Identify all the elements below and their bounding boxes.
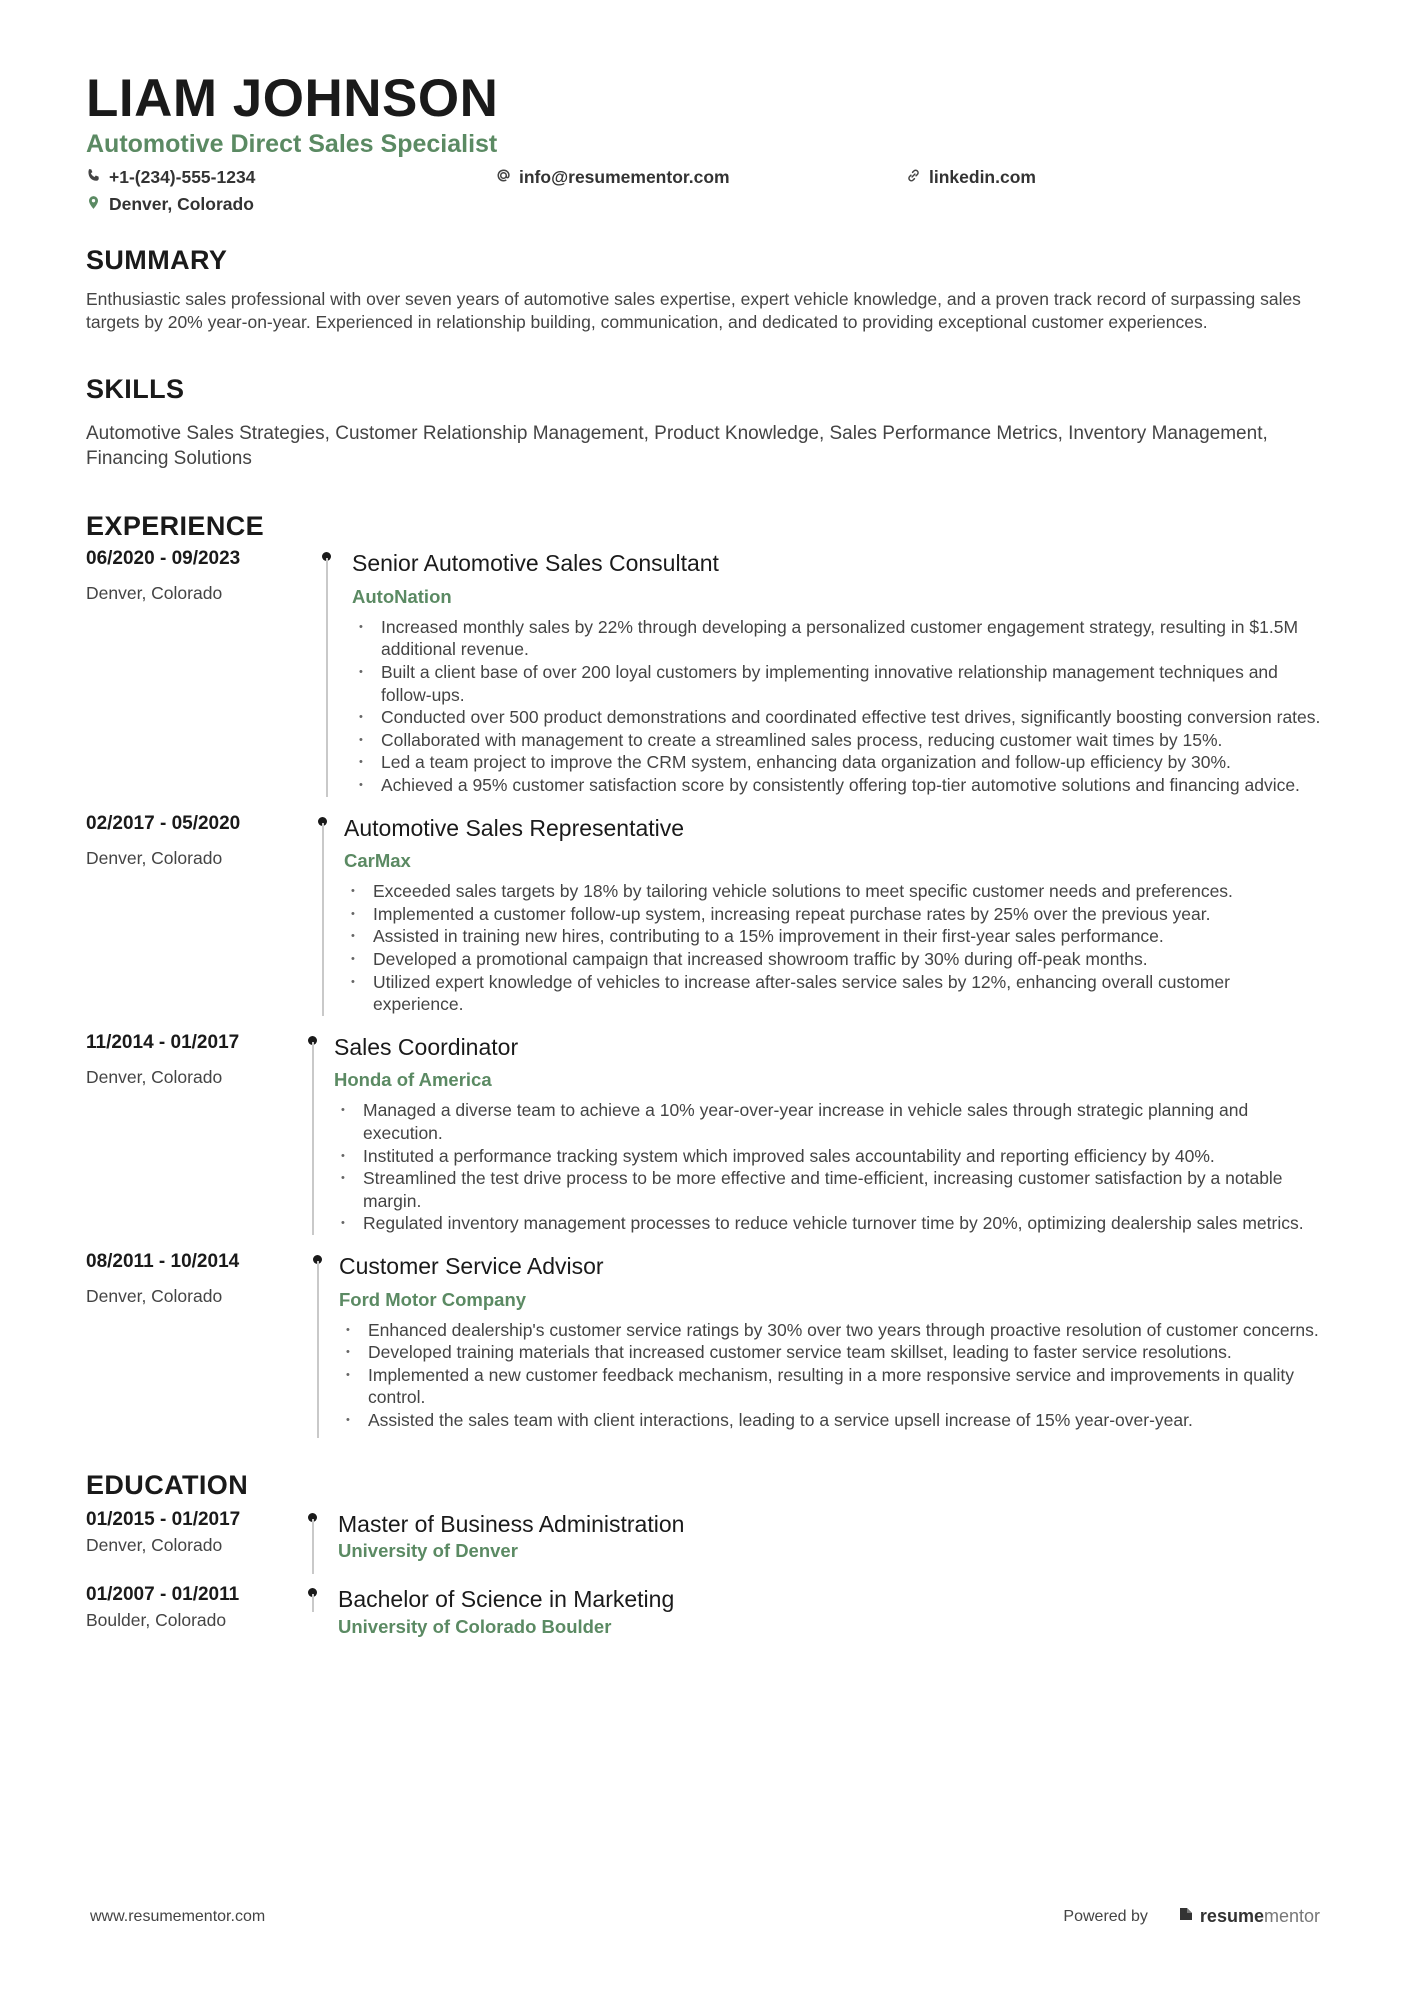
linkedin-link[interactable]: linkedin.com xyxy=(929,167,1036,188)
at-icon xyxy=(496,167,511,188)
bullet-item: • Implemented a customer follow-up system, increasing repeat purchase rates by 25% over the previous year. xyxy=(344,903,1324,926)
entry-meta xyxy=(86,1509,306,1563)
experience-section xyxy=(86,511,1324,1431)
entry-role: Sales Coordinator xyxy=(334,1033,519,1060)
contact-linkedin[interactable] xyxy=(906,167,1316,188)
footer-website[interactable]: www.resumementor.com xyxy=(90,1907,266,1925)
entry-school: University of Colorado Boulder xyxy=(338,1615,612,1637)
entry-dates: 11/2014 - 01/2017 xyxy=(86,1031,240,1053)
entry-bullets xyxy=(339,1319,1324,1432)
bullet-item: • Collaborated with management to create a streamlined sales process, reducing customer wait times by 15%. xyxy=(352,729,1324,752)
location-text: Denver, Colorado xyxy=(109,194,254,215)
entry-degree: Bachelor of Science in Marketing xyxy=(338,1586,675,1613)
entry-dates: 01/2015 - 01/2017 xyxy=(86,1508,241,1530)
experience-entry xyxy=(86,548,1324,796)
entry-dates: 08/2011 - 10/2014 xyxy=(86,1250,240,1272)
email-address[interactable]: info@resumementor.com xyxy=(519,167,730,188)
timeline-marker xyxy=(306,1509,338,1563)
bullet-item: • Achieved a 95% customer satisfaction score by consistently offering top-tier automotive solutions and financing advice. xyxy=(352,774,1324,797)
entry-location: Denver, Colorado xyxy=(86,1534,223,1555)
bullet-item: • Led a team project to improve the CRM system, enhancing data organization and follow-up efficiency by 30%. xyxy=(352,751,1324,774)
bullet-item: • Instituted a performance tracking system which improved sales accountability and reporting efficiency by 40%. xyxy=(334,1145,1324,1168)
experience-heading: EXPERIENCE xyxy=(86,511,265,542)
powered-by xyxy=(1063,1905,1320,1928)
entry-company: Ford Motor Company xyxy=(339,1288,527,1310)
skills-heading: SKILLS xyxy=(86,374,185,405)
entry-bullets xyxy=(352,616,1324,797)
entry-body xyxy=(339,1251,1324,1432)
resumementor-logo-icon xyxy=(1178,1905,1194,1928)
education-heading: EDUCATION xyxy=(86,1469,249,1500)
entry-role: Senior Automotive Sales Consultant xyxy=(352,550,719,577)
bullet-item: • Assisted the sales team with client interactions, leading to a service upsell increase of 15% year-over-year. xyxy=(339,1409,1324,1432)
bullet-item: • Developed a promotional campaign that increased showroom traffic by 30% during off-peak months. xyxy=(344,948,1324,971)
entry-school: University of Denver xyxy=(338,1540,518,1562)
bullet-item: • Assisted in training new hires, contributing to a 15% improvement in their first-year sales performance. xyxy=(344,925,1324,948)
brand-name-bold: resume xyxy=(1199,1906,1264,1926)
skills-section xyxy=(86,374,1324,471)
powered-by-label: Powered by xyxy=(1063,1907,1148,1925)
bullet-item: • Managed a diverse team to achieve a 10% year-over-year increase in vehicle sales through strategic planning and execution. xyxy=(334,1099,1324,1144)
entry-dates: 02/2017 - 05/2020 xyxy=(86,812,241,834)
skills-text: Automotive Sales Strategies, Customer Relationship Management, Product Knowledge, Sales Performance Metrics, Inventory Management, Financing Solutions xyxy=(86,423,1268,470)
entry-meta xyxy=(86,548,306,796)
entry-body xyxy=(334,1032,1324,1235)
bullet-item: • Developed training materials that increased customer service team skillset, leading to faster service resolutions. xyxy=(339,1341,1324,1364)
location-pin-icon xyxy=(86,194,101,215)
contact-location xyxy=(86,194,496,215)
experience-entry xyxy=(86,813,1324,1016)
bullet-item: • Utilized expert knowledge of vehicles to increase after-sales service sales by 12%, enhancing overall customer experience. xyxy=(344,971,1324,1016)
entry-body xyxy=(344,813,1324,1016)
contact-row xyxy=(86,167,1324,188)
candidate-name: LIAM JOHNSON xyxy=(86,69,499,128)
timeline-marker xyxy=(306,1584,338,1638)
entry-meta xyxy=(86,813,306,1016)
brand-logo xyxy=(1178,1905,1320,1928)
entry-body xyxy=(338,1509,1324,1563)
bullet-item: • Built a client base of over 200 loyal customers by implementing innovative relationship management techniques and follow-ups. xyxy=(352,661,1324,706)
bullet-item: • Exceeded sales targets by 18% by tailoring vehicle solutions to meet specific customer needs and preferences. xyxy=(344,880,1324,903)
link-icon xyxy=(906,167,921,188)
entry-body xyxy=(348,548,1324,796)
phone-icon xyxy=(86,167,101,188)
summary-section xyxy=(86,245,1324,334)
bullet-item: • Regulated inventory management processes to reduce vehicle turnover time by 20%, optimizing dealership sales metrics. xyxy=(334,1212,1324,1235)
timeline-marker xyxy=(306,1251,339,1432)
education-entry xyxy=(86,1584,1324,1638)
bullet-item: • Enhanced dealership's customer service ratings by 30% over two years through proactive resolution of customer concerns. xyxy=(339,1319,1324,1342)
bullet-item: • Implemented a new customer feedback mechanism, resulting in a more responsive service and improvements in quality control. xyxy=(339,1364,1324,1409)
experience-entry xyxy=(86,1251,1324,1432)
contact-email[interactable] xyxy=(496,167,906,188)
candidate-title: Automotive Direct Sales Specialist xyxy=(86,130,498,159)
entry-dates: 06/2020 - 09/2023 xyxy=(86,548,241,570)
education-entry xyxy=(86,1509,1324,1563)
entry-location: Denver, Colorado xyxy=(86,847,223,868)
timeline-marker xyxy=(306,813,344,1016)
brand-name-light: mentor xyxy=(1263,1906,1320,1926)
page-footer xyxy=(90,1905,1320,1928)
entry-company: Honda of America xyxy=(334,1069,492,1091)
entry-location: Denver, Colorado xyxy=(86,1285,223,1306)
contact-row-2 xyxy=(86,194,1324,215)
entry-bullets xyxy=(334,1099,1324,1235)
summary-heading: SUMMARY xyxy=(86,245,228,276)
entry-location: Boulder, Colorado xyxy=(86,1610,227,1631)
contact-phone xyxy=(86,167,496,188)
entry-bullets xyxy=(344,880,1324,1016)
entry-body xyxy=(338,1584,1324,1638)
bullet-item: • Conducted over 500 product demonstrations and coordinated effective test drives, significantly boosting conversion rates. xyxy=(352,706,1324,729)
timeline-marker xyxy=(306,548,348,796)
entry-role: Customer Service Advisor xyxy=(339,1252,604,1279)
bullet-item: • Streamlined the test drive process to be more effective and time-efficient, increasing customer satisfaction by a notable margin. xyxy=(334,1167,1324,1212)
phone-number: +1-(234)-555-1234 xyxy=(109,167,256,188)
entry-meta xyxy=(86,1251,306,1432)
experience-entry xyxy=(86,1032,1324,1235)
entry-location: Denver, Colorado xyxy=(86,583,223,604)
entry-company: AutoNation xyxy=(352,585,452,607)
entry-meta xyxy=(86,1032,306,1235)
bullet-item: • Increased monthly sales by 22% through developing a personalized customer engagement strategy, resulting in $1.5M additional revenue. xyxy=(352,616,1324,661)
entry-degree: Master of Business Administration xyxy=(338,1510,685,1537)
entry-location: Denver, Colorado xyxy=(86,1066,223,1087)
entry-company: CarMax xyxy=(344,850,411,872)
entry-meta xyxy=(86,1584,306,1638)
education-section xyxy=(86,1470,1324,1638)
timeline-marker xyxy=(306,1032,334,1235)
summary-text: Enthusiastic sales professional with over seven years of automotive sales expertise, expert vehicle knowledge, and a proven track record of surpassing sales targets by 20% year-on-year. Experienced in relationship building, communication, and dedicated to providing exceptional customer experiences. xyxy=(86,289,1301,333)
entry-dates: 01/2007 - 01/2011 xyxy=(86,1584,240,1606)
entry-role: Automotive Sales Representative xyxy=(344,814,685,841)
